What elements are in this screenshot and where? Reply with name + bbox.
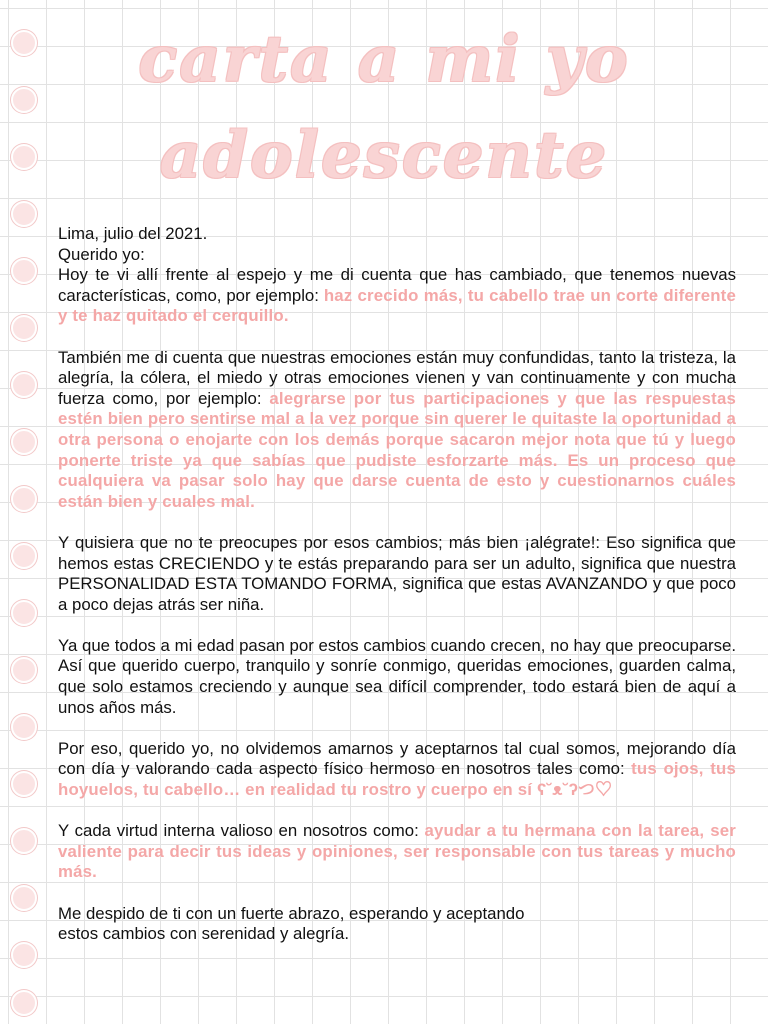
- paragraph-2-highlight: alegrarse por tus participaciones y que las respuestas estén bien pero sentirse mal a la vez porque sin querer le quitaste la oportunidad a otra persona o enojarte con los demás porque sacaron mejor nota que tú y luego ponerte triste ya que sabías que pudiste esforzarte más. Es un proceso que cualquiera va pasar solo hay que darse cuenta de esto y cuestionarnos cuáles están bien y cuales mal.: [58, 388, 737, 511]
- binder-hole: [11, 543, 37, 569]
- paragraph-3: Y quisiera que no te preocupes por esos cambios; más bien ¡alégrate!: Eso significa que hemos estas CRECIENDO y te estás preparando para ser un adulto, significa que nuestra PERSONALIDAD ESTA TOMANDO FORMA, significa que estas AVANZANDO y que poco a poco dejas atrás ser niña.: [58, 532, 736, 614]
- binder-hole: [11, 828, 37, 854]
- paragraph-1-highlight: haz crecido más, tu cabello trae un corte diferente y te haz quitado el cerquillo.: [58, 285, 736, 326]
- binder-hole: [11, 372, 37, 398]
- page-title-line-2: adolescente: [159, 118, 609, 193]
- paragraph-2: [58, 348, 736, 513]
- paragraph-1: [58, 265, 736, 327]
- binder-hole: [11, 771, 37, 797]
- letter-body: [58, 224, 736, 945]
- binder-hole: [11, 714, 37, 740]
- page-title-line-1: carta a mi yo: [138, 22, 630, 97]
- binder-hole: [11, 201, 37, 227]
- closing-line-1: Me despido de ti con un fuerte abrazo, esperando y aceptando: [58, 903, 525, 923]
- paragraph-5-highlight: tus ojos, tus hoyuelos, tu cabello… en realidad tu rostro y cuerpo en sí ʕ˘ᴥ˘ʔつ♡: [58, 759, 736, 800]
- paragraph-6-highlight: ayudar a tu hermana con la tarea, ser valiente para decir tus ideas y opiniones, ser responsable con tus tareas y mucho más.: [58, 821, 736, 882]
- binder-hole: [11, 429, 37, 455]
- paragraph-5: [58, 739, 736, 801]
- letter-greeting: Querido yo:: [58, 244, 145, 264]
- letter-date: Lima, julio del 2021.: [58, 224, 208, 243]
- paragraph-4: Ya que todos a mi edad pasan por estos cambios cuando crecen, no hay que preocuparse. Así que querido cuerpo, tranquilo y sonríe conmigo, queridas emociones, guarden calma, que solo estamos creciendo y aunque sea difícil comprender, todo estará bien de aquí a unos años más.: [58, 635, 736, 717]
- binder-hole: [11, 315, 37, 341]
- paragraph-6-text: Y cada virtud interna valioso en nosotros como:: [58, 821, 425, 841]
- closing-line-2: estos cambios con serenidad y alegría.: [58, 924, 350, 944]
- binder-hole: [11, 885, 37, 911]
- paragraph-5-text: Por eso, querido yo, no olvidemos amarnos y aceptarnos tal cual somos, mejorando día con día y valorando cada aspecto físico hermoso en nosotros tales como:: [58, 738, 736, 779]
- binder-hole: [11, 942, 37, 968]
- binder-hole: [11, 990, 37, 1016]
- binder-hole: [11, 258, 37, 284]
- binder-hole: [11, 486, 37, 512]
- paragraph-2-text: También me di cuenta que nuestras emociones están muy confundidas, tanto la tristeza, la alegría, la cólera, el miedo y otras emociones vienen y van continuamente y con mucha fuerza como, por ejemplo:: [58, 347, 736, 408]
- paragraph-6: [58, 821, 736, 883]
- paragraph-1-text: Hoy te vi allí frente al espejo y me di cuenta que has cambiado, que tenemos nuevas características, como, por ejemplo:: [58, 265, 736, 305]
- binder-hole: [11, 657, 37, 683]
- binder-hole: [11, 600, 37, 626]
